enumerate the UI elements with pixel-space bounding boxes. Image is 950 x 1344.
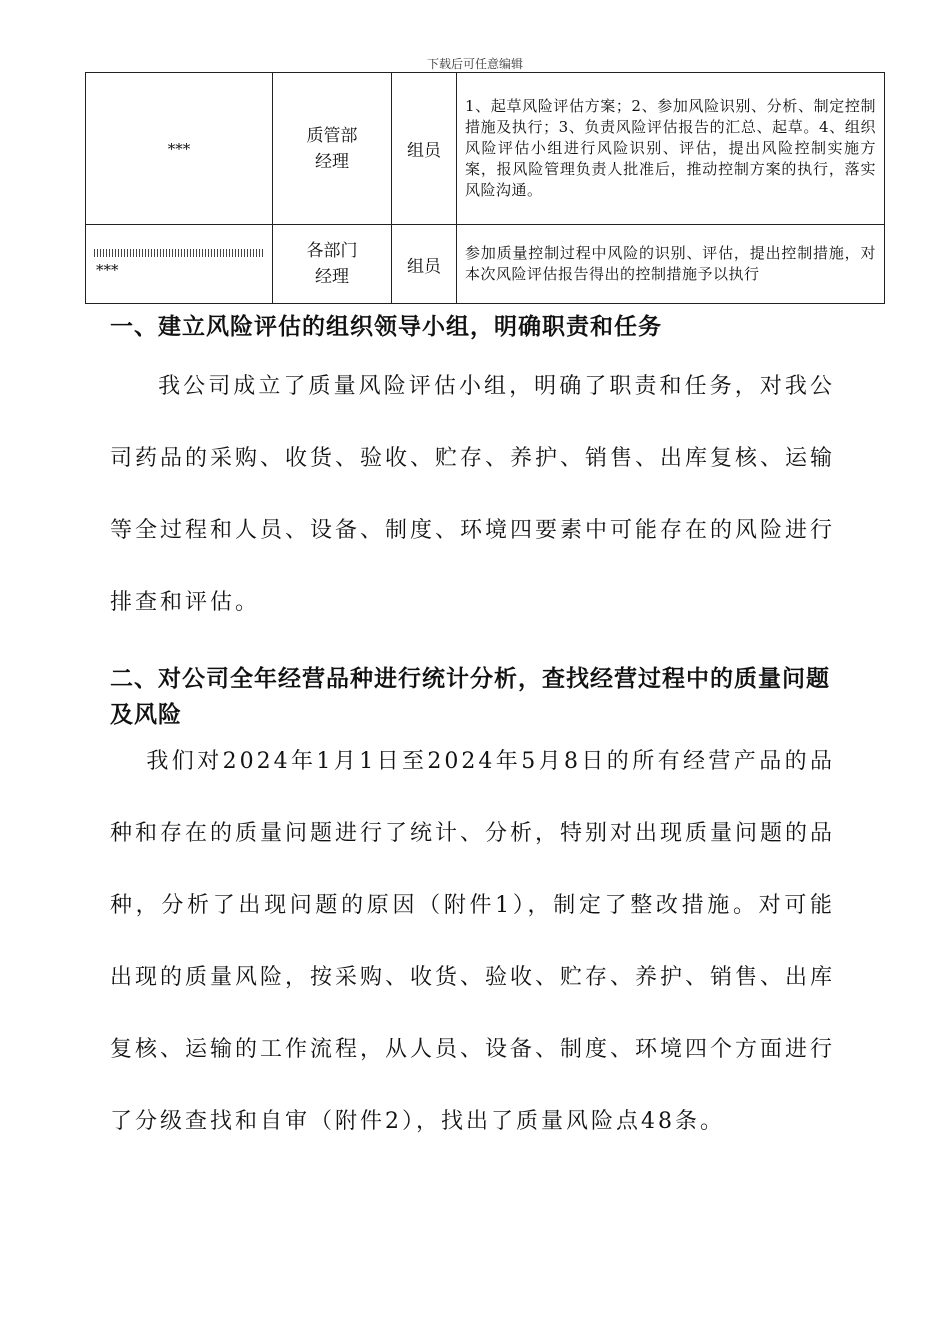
position-line: 各部门 <box>306 241 358 261</box>
section1-paragraph <box>110 351 835 639</box>
member-role: 组员 <box>392 73 457 225</box>
table-row <box>86 225 885 304</box>
section2-heading: 二、对公司全年经营品种进行统计分析，查找经营过程中的质量问题及风险 <box>110 665 830 728</box>
redaction-mark <box>94 249 264 257</box>
position-line: 质管部 <box>306 125 358 146</box>
member-name: *** <box>96 261 119 279</box>
section1-heading: 一、建立风险评估的组织领导小组，明确职责和任务 <box>110 313 662 340</box>
page-header-note: 下载后可任意编辑 <box>426 57 523 71</box>
section1-text: 我公司成立了质量风险评估小组，明确了职责和任务，对我公司药品的采购、收货、验收、贮存、养护、销售、出库复核、运输等全过程和人员、设备、制度、环境四要素中可能存在的风险进行排查和评估。 <box>110 374 836 615</box>
risk-team-table <box>85 72 885 304</box>
member-name-cell <box>86 225 273 304</box>
position-line: 经理 <box>315 151 349 172</box>
member-duties: 1、起草风险评估方案；2、参加风险识别、分析、制定控制措施及执行；3、负责风险评估报告的汇总、起草。4、组织风险评估小组进行风险识别、评估，提出风险控制实施方案，报风险管理负责人批准后，推动控制方案的执行，落实风险沟通。 <box>457 73 885 225</box>
member-role: 组员 <box>392 225 457 304</box>
member-position <box>273 73 392 225</box>
table-row <box>86 73 885 225</box>
position-line: 经理 <box>315 267 349 287</box>
member-name: *** <box>86 73 273 225</box>
member-duties: 参加质量控制过程中风险的识别、评估，提出控制措施，对本次风险评估报告得出的控制措施予以执行 <box>457 225 885 304</box>
member-position <box>273 225 392 304</box>
section2-text: 我们对2024年1月1日至2024年5月8日的所有经营产品的品种和存在的质量问题进行了统计、分析，特别对出现质量问题的品种，分析了出现问题的原因（附件1），制定了整改措施。对可能出现的质量风险，按采购、收货、验收、贮存、养护、销售、出库复核、运输的工作流程，从人员、设备、制度、环境四个方面进行了分级查找和自审（附件2），找出了质量风险点48条。 <box>110 749 836 1134</box>
section2-paragraph <box>110 726 835 1158</box>
